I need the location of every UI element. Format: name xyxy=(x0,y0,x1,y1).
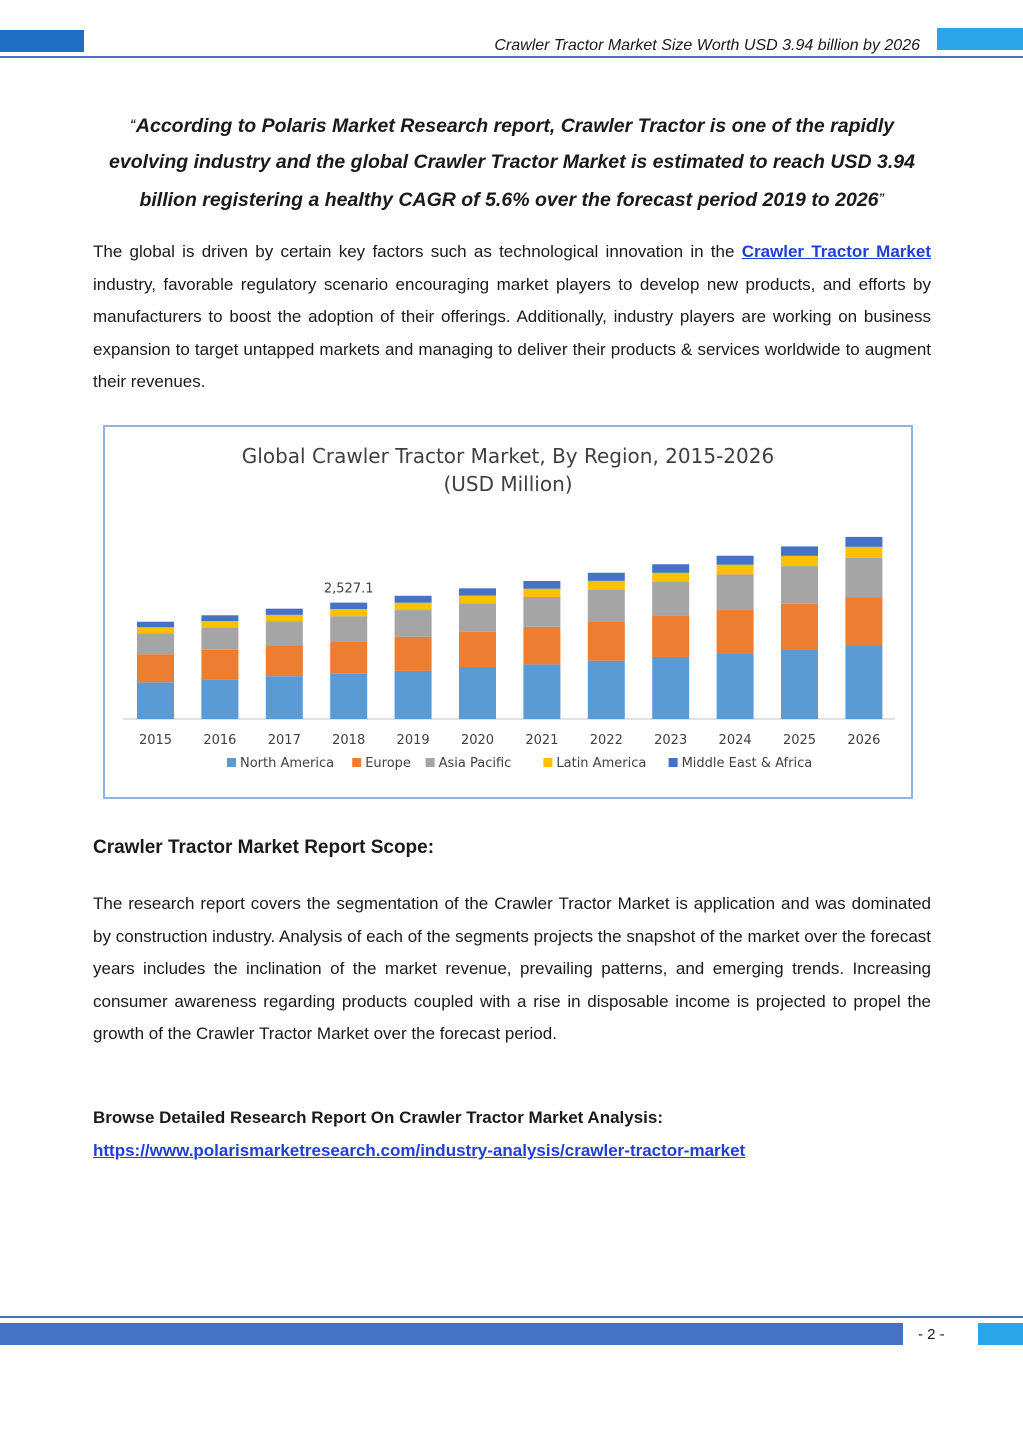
chart-subtitle: (USD Million) xyxy=(443,472,573,496)
x-tick-label-2024: 2024 xyxy=(718,733,752,748)
bar-segment-europe-2022 xyxy=(588,621,625,660)
browse-label: Browse Detailed Research Report On Crawler Tractor Market Analysis: xyxy=(93,1108,664,1127)
x-tick-label-2022: 2022 xyxy=(589,733,623,748)
bar-segment-asia-pacific-2021 xyxy=(523,597,560,627)
footer-bar xyxy=(0,1323,903,1345)
bar-segment-latin-america-2018 xyxy=(330,609,367,616)
bar-segment-latin-america-2025 xyxy=(781,556,818,566)
intro-paragraph xyxy=(93,236,931,399)
bar-segment-north-america-2016 xyxy=(201,679,238,719)
header-accent-right xyxy=(937,28,1023,50)
x-tick-label-2017: 2017 xyxy=(267,733,301,748)
header-rule xyxy=(0,56,1023,58)
bar-segment-latin-america-2021 xyxy=(523,589,560,597)
legend-swatch-middle-east-africa xyxy=(669,758,678,767)
page-number: - 2 - xyxy=(918,1326,945,1343)
bar-segment-latin-america-2020 xyxy=(459,596,496,604)
x-tick-label-2023: 2023 xyxy=(654,733,688,748)
intro-text-after: industry, favorable regulatory scenario encouraging market players to develop new products, and efforts by manufacturers to boost the adoption of their offerings. Additionally, industry players are working on business expansion to target untapped markets and managing to deliver their products & services worldwide to augment their revenues. xyxy=(93,274,931,392)
scope-paragraph: The research report covers the segmentation of the Crawler Tractor Market is application and was dominated by construction industry. Analysis of each of the segments projects the snapshot of the market over the forecast years includes the inclination of the market revenue, prevailing patterns, and emerging trends. Increasing consumer awareness regarding products coupled with a rise in disposable income is projected to propel the growth of the Crawler Tractor Market over the forecast period. xyxy=(93,894,931,1044)
x-tick-label-2018: 2018 xyxy=(332,733,366,748)
bar-segment-asia-pacific-2018 xyxy=(330,616,367,641)
bar-segment-north-america-2022 xyxy=(588,661,625,719)
bar-segment-asia-pacific-2026 xyxy=(845,558,882,598)
scope-heading: Crawler Tractor Market Report Scope: xyxy=(93,837,435,858)
bar-segment-latin-america-2019 xyxy=(395,603,432,610)
intro-text-before: The global is driven by certain key factors such as technological innovation in the xyxy=(93,242,742,261)
legend-label-latin-america: Latin America xyxy=(556,756,647,771)
bar-segment-middle-east-africa-2018 xyxy=(330,603,367,610)
bar-segment-europe-2024 xyxy=(717,610,754,653)
bar-segment-latin-america-2023 xyxy=(652,573,689,582)
x-tick-label-2016: 2016 xyxy=(203,733,237,748)
bar-group xyxy=(137,537,882,719)
bar-segment-asia-pacific-2016 xyxy=(201,627,238,649)
stacked-bar-chart xyxy=(105,427,911,797)
chart-title: Global Crawler Tractor Market, By Region, 2015-2026 xyxy=(241,444,775,468)
bar-segment-latin-america-2024 xyxy=(717,565,754,575)
bar-segment-asia-pacific-2020 xyxy=(459,603,496,631)
x-tick-labels xyxy=(139,733,880,748)
bar-segment-north-america-2018 xyxy=(330,674,367,719)
header-accent-left xyxy=(0,30,84,52)
bar-segment-north-america-2015 xyxy=(137,682,174,719)
footer-accent-right xyxy=(978,1323,1023,1345)
bar-segment-latin-america-2026 xyxy=(845,547,882,558)
bar-segment-europe-2016 xyxy=(201,650,238,680)
x-tick-label-2015: 2015 xyxy=(138,733,173,748)
bar-segment-north-america-2021 xyxy=(523,664,560,719)
bar-segment-europe-2021 xyxy=(523,627,560,664)
x-tick-label-2025: 2025 xyxy=(782,733,817,748)
quote-close-mark: ” xyxy=(878,191,885,205)
crawler-tractor-market-link[interactable]: Crawler Tractor Market xyxy=(741,242,931,261)
x-tick-label-2020: 2020 xyxy=(460,733,495,748)
bar-segment-europe-2023 xyxy=(652,616,689,657)
bar-segment-north-america-2020 xyxy=(459,667,496,719)
bar-segment-middle-east-africa-2021 xyxy=(523,581,560,589)
bar-segment-middle-east-africa-2017 xyxy=(266,609,303,615)
bar-segment-middle-east-africa-2023 xyxy=(652,564,689,573)
bar-segment-middle-east-africa-2025 xyxy=(781,546,818,555)
bar-segment-middle-east-africa-2020 xyxy=(459,588,496,595)
footer-rule xyxy=(0,1316,1023,1318)
bar-segment-latin-america-2017 xyxy=(266,615,303,622)
legend-swatch-europe xyxy=(352,758,361,767)
bar-segment-asia-pacific-2023 xyxy=(652,582,689,616)
chart-legend xyxy=(227,756,812,771)
bar-segment-north-america-2023 xyxy=(652,657,689,719)
header-title: Crawler Tractor Market Size Worth USD 3.94 billion by 2026 xyxy=(494,37,920,54)
legend-swatch-north-america xyxy=(227,758,236,767)
bar-segment-middle-east-africa-2015 xyxy=(137,622,174,628)
bar-segment-latin-america-2016 xyxy=(201,621,238,627)
bar-segment-middle-east-africa-2022 xyxy=(588,573,625,581)
chart-annotations xyxy=(324,582,374,597)
bar-segment-asia-pacific-2025 xyxy=(781,566,818,604)
bar-segment-europe-2026 xyxy=(845,598,882,646)
quote-open-mark: “ xyxy=(129,117,136,131)
bar-segment-europe-2019 xyxy=(395,637,432,671)
bar-segment-asia-pacific-2017 xyxy=(266,622,303,646)
bar-segment-middle-east-africa-2019 xyxy=(395,596,432,603)
bar-segment-north-america-2019 xyxy=(395,671,432,719)
report-url-link[interactable]: https://www.polarismarketresearch.com/industry-analysis/crawler-tractor-market xyxy=(93,1141,746,1160)
legend-label-asia-pacific: Asia Pacific xyxy=(438,756,512,771)
x-tick-label-2026: 2026 xyxy=(847,733,881,748)
legend-swatch-asia-pacific xyxy=(426,758,435,767)
x-tick-label-2019: 2019 xyxy=(396,733,430,748)
pull-quote xyxy=(88,106,936,218)
bar-segment-middle-east-africa-2016 xyxy=(201,615,238,621)
chart-frame xyxy=(103,425,913,799)
bar-segment-asia-pacific-2024 xyxy=(717,574,754,610)
bar-segment-middle-east-africa-2024 xyxy=(717,556,754,565)
bar-segment-middle-east-africa-2026 xyxy=(845,537,882,547)
bar-segment-latin-america-2015 xyxy=(137,627,174,633)
bar-segment-europe-2015 xyxy=(137,654,174,682)
bar-segment-north-america-2024 xyxy=(717,653,754,719)
x-tick-label-2021: 2021 xyxy=(525,733,559,748)
bar-segment-europe-2025 xyxy=(781,604,818,650)
legend-swatch-latin-america xyxy=(543,758,552,767)
legend-label-europe: Europe xyxy=(365,756,411,771)
bar-segment-north-america-2026 xyxy=(845,646,882,719)
data-label-2018: 2,527.1 xyxy=(323,581,374,597)
legend-label-middle-east-africa: Middle East & Africa xyxy=(681,756,813,771)
bar-segment-europe-2018 xyxy=(330,641,367,673)
bar-segment-asia-pacific-2015 xyxy=(137,633,174,654)
quote-text: According to Polaris Market Research report, Crawler Tractor is one of the rapidly evolving industry and the global Crawler Tractor Market is estimated to reach USD 3.94 billion registering a healthy CAGR of 5.6% over the forecast period 2019 to 2026 xyxy=(109,115,915,211)
legend-label-north-america: North America xyxy=(240,756,335,771)
bar-segment-europe-2017 xyxy=(266,645,303,676)
bar-segment-latin-america-2022 xyxy=(588,581,625,590)
bar-segment-north-america-2017 xyxy=(266,676,303,719)
bar-segment-north-america-2025 xyxy=(781,649,818,719)
bar-segment-asia-pacific-2019 xyxy=(395,610,432,637)
bar-segment-asia-pacific-2022 xyxy=(588,590,625,622)
bar-segment-europe-2020 xyxy=(459,632,496,668)
